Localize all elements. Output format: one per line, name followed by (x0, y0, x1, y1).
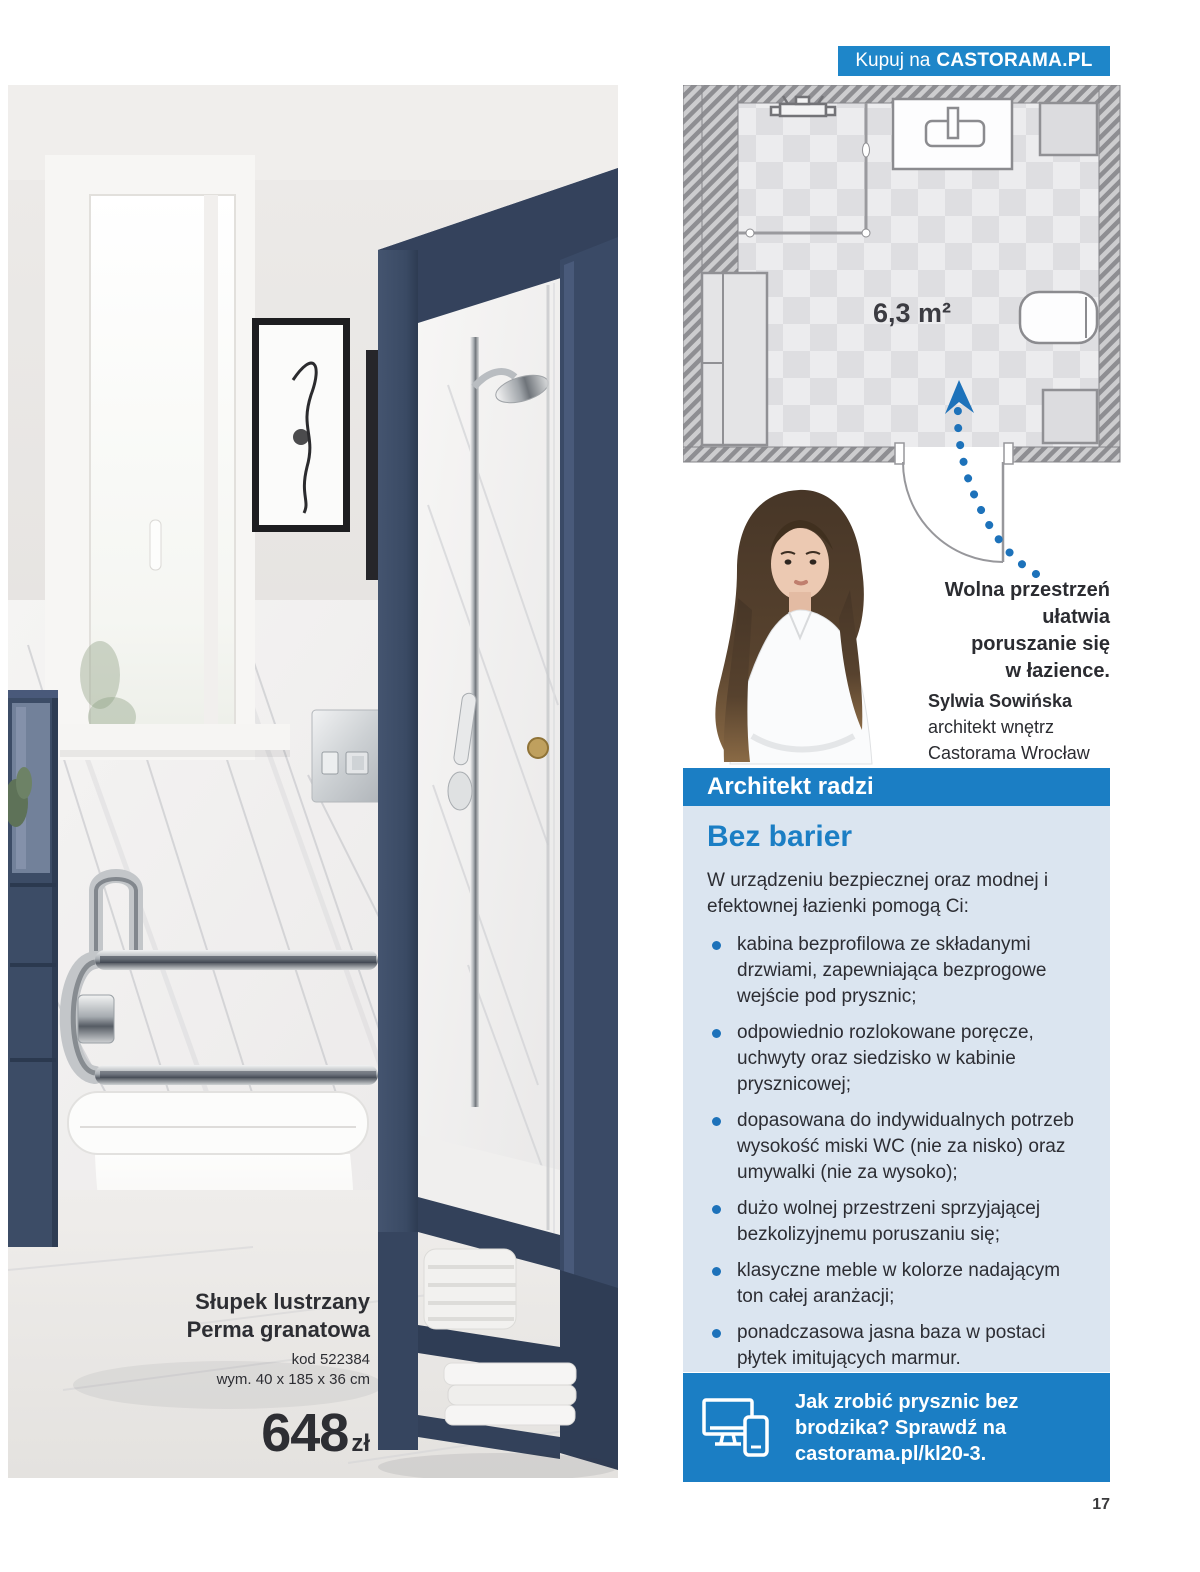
banner-brand: CASTORAMA.PL (936, 50, 1093, 71)
cabinet-knob (528, 738, 548, 758)
product-info (120, 1288, 370, 1464)
washbasin (893, 99, 1012, 169)
bullet-icon (712, 1029, 721, 1038)
advice-list (707, 932, 1086, 1372)
floorplan-cabinet (702, 273, 767, 445)
desktop-and-phone-icon (701, 1397, 773, 1459)
bathroom-photo (8, 85, 618, 1478)
stool (1043, 390, 1097, 443)
side-cabinet (8, 690, 58, 1247)
hand-shower (448, 772, 472, 810)
advisor-name: Sylwia Sowińska (928, 691, 1073, 711)
price-currency: zł (351, 1430, 370, 1457)
mirror-cabinet (378, 168, 618, 1478)
framed-art (252, 318, 350, 532)
framed-art-edge (366, 350, 380, 580)
banner-prefix: Kupuj na (855, 50, 931, 71)
product-price (120, 1402, 370, 1464)
info-box-text: Jak zrobić prysznic bez brodzika? Sprawdź na castorama.pl/kl20-3. (795, 1390, 1019, 1465)
advisor-role: architekt wnętrz (928, 717, 1055, 737)
advice-title: Bez barier (707, 820, 853, 853)
free-space-note (870, 577, 1110, 685)
advice-item (707, 1320, 1086, 1372)
page-number: 17 (1092, 1496, 1110, 1513)
window-sill (60, 724, 290, 750)
advice-panel (683, 806, 1110, 1372)
door (895, 443, 1013, 562)
advice-item (707, 932, 1086, 1010)
advice-item (707, 1196, 1086, 1248)
bullet-icon (712, 1205, 721, 1214)
note-line: ułatwia (1042, 606, 1110, 628)
advice-item-text: dużo wolnej przestrzeni sprzyjającej bezkolizyjnemu poruszaniu się; (737, 1198, 1041, 1245)
advice-header-bar: Architekt radzi (683, 768, 1110, 806)
product-name-line2: Perma granatowa (186, 1317, 370, 1342)
towels (444, 1363, 576, 1425)
advice-item (707, 1020, 1086, 1098)
bullet-icon (712, 1117, 721, 1126)
bullet-icon (712, 941, 721, 950)
advice-item-text: odpowiednio rozlokowane poręcze, uchwyty oraz siedzisko w kabinie prysznicowej; (737, 1022, 1034, 1095)
advice-item-text: ponadczasowa jasna baza w postaci płytek imitujących marmur. (737, 1322, 1046, 1369)
price-value: 648 (261, 1403, 349, 1463)
advisor-credentials (928, 688, 1090, 766)
note-line: w łazience. (1005, 660, 1110, 682)
bullet-icon (712, 1329, 721, 1338)
product-dimensions: wym. 40 x 185 x 36 cm (216, 1371, 370, 1388)
basket (424, 1249, 516, 1329)
bullet-icon (712, 1267, 721, 1276)
advice-item-text: kabina bezprofilowa ze składanymi drzwiami, zapewniająca bezprogowe wejście pod prysznic; (737, 934, 1047, 1007)
note-line: Wolna przestrzeń (944, 579, 1110, 601)
info-box[interactable] (683, 1373, 1110, 1482)
product-code: kod 522384 (291, 1351, 370, 1368)
shop-online-banner[interactable] (838, 46, 1110, 76)
advice-item (707, 1258, 1086, 1310)
area-label: 6,3 m² (872, 298, 952, 328)
flush-plate (312, 710, 386, 802)
note-line: poruszanie się (971, 633, 1110, 655)
advisor-store: Castorama Wrocław (928, 743, 1090, 763)
shower-seat (1040, 103, 1097, 155)
floorplan-toilet (1020, 292, 1097, 343)
advice-item-text: klasyczne meble w kolorze nadającym ton całej aranżacji; (737, 1260, 1061, 1307)
bathroom-scene (8, 85, 618, 1478)
advice-item (707, 1108, 1086, 1186)
advice-item-text: dopasowana do indywidualnych potrzeb wysokość miski WC (nie za nisko) oraz umywalki (nie za wysoko); (737, 1110, 1074, 1183)
advice-intro: W urządzeniu bezpiecznej oraz modnej i efektownej łazienki pomogą Ci: (707, 870, 1049, 917)
product-name-line1: Słupek lustrzany (195, 1289, 370, 1314)
paper-holder (78, 995, 114, 1043)
window-handle (150, 520, 161, 570)
